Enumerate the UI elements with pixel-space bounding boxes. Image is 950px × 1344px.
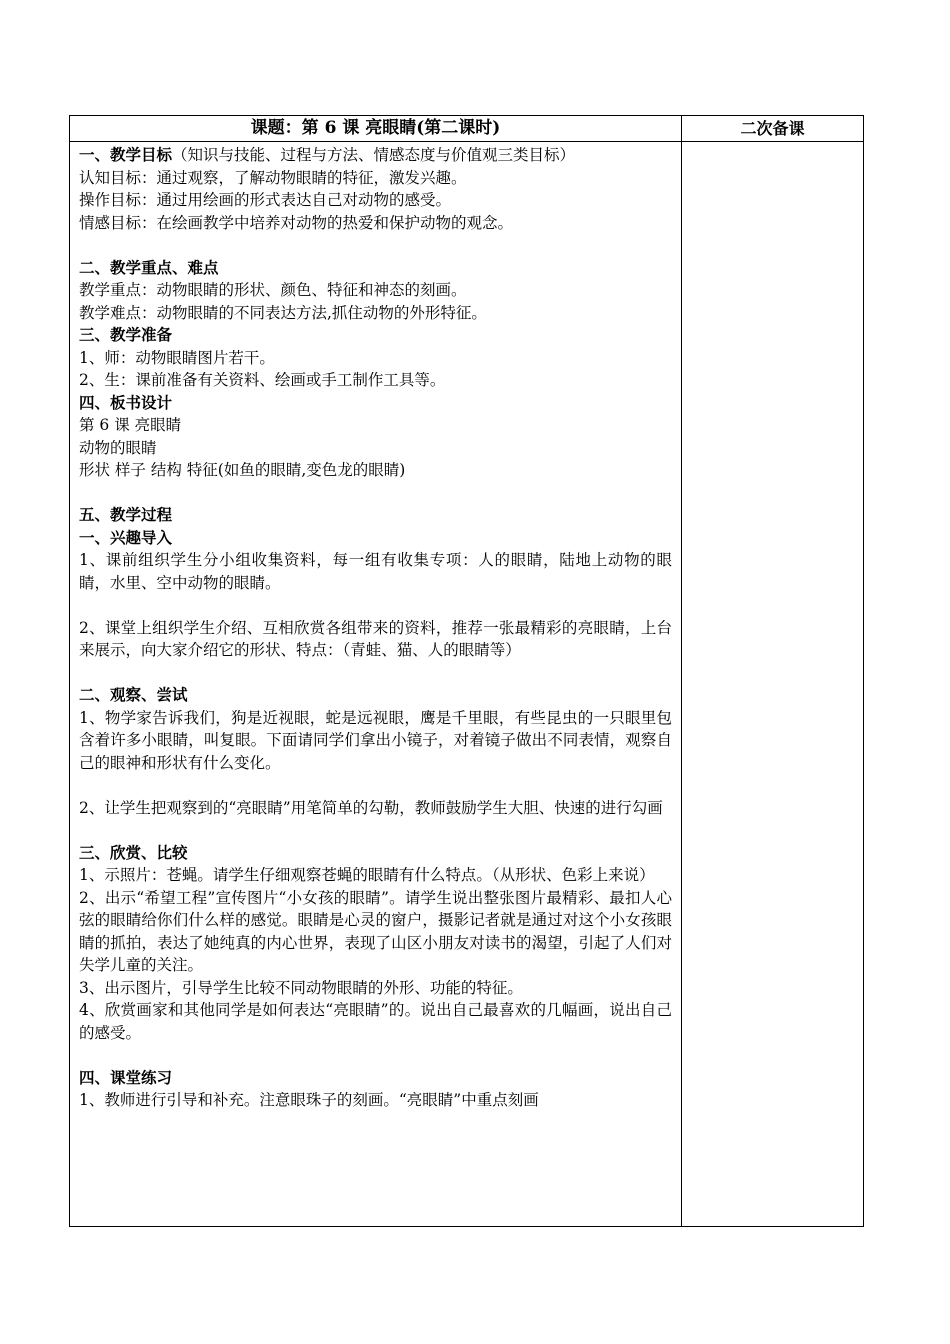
board-heading: 四、板书设计 <box>79 392 173 412</box>
appreciate-paragraph-3: 3、出示图片，引导学生比较不同动物眼睛的外形、功能的特征。 <box>79 978 523 997</box>
lesson-plan-table <box>69 115 864 1227</box>
prep-heading: 三、教学准备 <box>79 325 173 344</box>
intro-paragraph-2: 2、课堂上组织学生介绍、互相欣赏各组带来的资料，推荐一张最精彩的亮眼睛，上台来展示，向大家介绍它的形状、特点：（青蛙、猫、人的眼睛等） <box>79 618 672 659</box>
process-heading: 五、教学过程 <box>79 505 173 524</box>
goals-heading: 一、教学目标 <box>79 145 173 164</box>
board-line-2: 动物的眼睛 <box>79 438 157 457</box>
board-line-1: 第 6 课 亮眼睛 <box>79 416 182 434</box>
lesson-content <box>79 144 672 1112</box>
observe-heading: 二、观察、尝试 <box>79 685 188 704</box>
appreciate-paragraph-1: 1、示照片：苍蝇。请学生仔细观察苍蝇的眼睛有什么特点。（从形状、色彩上来说） <box>79 866 655 884</box>
cognitive-goal: 认知目标：通过观察，了解动物眼睛的特征，激发兴趣。 <box>79 168 467 187</box>
appreciate-paragraph-2: 2、出示“希望工程”宣传图片“小女孩的眼睛”。请学生说出整张图片最精彩、最扣人心弦的眼睛给你们什么样的感觉。眼睛是心灵的窗户，摄影记者就是通过对这个小女孩眼睛的抓拍，表达了她纯真的内心世界，表现了山区小朋友对读书的渴望，引起了人们对失学儿童的关注。 <box>79 888 672 974</box>
lesson-title: 课题：第 6 课 亮眼睛(第二课时) <box>250 118 501 138</box>
goals-heading-note: （知识与技能、过程与方法、情感态度与价值观三类目标） <box>172 146 576 164</box>
practice-heading: 四、课堂练习 <box>79 1067 173 1087</box>
appreciate-paragraph-4: 4、欣赏画家和其他同学是如何表达“亮眼睛”的。说出自己最喜欢的几幅画，说出自己的感受。 <box>79 1001 672 1042</box>
board-line-3: 形状 样子 结构 特征(如鱼的眼睛,变色龙的眼睛) <box>79 461 406 479</box>
intro-heading: 一、兴趣导入 <box>79 527 173 547</box>
goals-paragraph <box>79 144 672 167</box>
operation-goal: 操作目标：通过用绘画的形式表达自己对动物的感受。 <box>79 191 452 209</box>
prep-teacher: 1、师：动物眼睛图片若干。 <box>79 348 275 367</box>
observe-paragraph-2: 2、让学生把观察到的“亮眼睛”用笔简单的勾勒，教师鼓励学生大胆、快速的进行勾画 <box>79 798 663 817</box>
observe-paragraph-1: 1、物学家告诉我们，狗是近视眼，蛇是远视眼，鹰是千里眼，有些昆虫的一只眼里包含着许多小眼睛，叫复眼。下面请同学们拿出小镜子，对着镜子做出不同表情，观察自己的眼神和形状有什么变化。 <box>79 708 672 772</box>
key-points-heading: 二、教学重点、难点 <box>79 257 219 277</box>
appreciate-heading: 三、欣赏、比较 <box>79 842 188 862</box>
intro-paragraph-1: 1、课前组织学生分小组收集资料，每一组有收集专项：人的眼睛，陆地上动物的眼睛，水里、空中动物的眼睛。 <box>79 551 672 592</box>
emotion-goal: 情感目标：在绘画教学中培养对动物的热爱和保护动物的观念。 <box>79 213 514 232</box>
teaching-focus: 教学重点：动物眼睛的形状、颜色、特征和神态的刻画。 <box>79 281 467 299</box>
prep-student: 2、生：课前准备有关资料、绘画或手工制作工具等。 <box>79 371 446 389</box>
secondary-prep-header: 二次备课 <box>740 119 805 138</box>
secondary-prep-column <box>682 142 863 1226</box>
practice-paragraph-1: 1、教师进行引导和补充。注意眼珠子的刻画。“亮眼睛”中重点刻画 <box>79 1091 539 1109</box>
teaching-difficulty: 教学难点：动物眼睛的不同表达方法,抓住动物的外形特征。 <box>79 303 487 322</box>
